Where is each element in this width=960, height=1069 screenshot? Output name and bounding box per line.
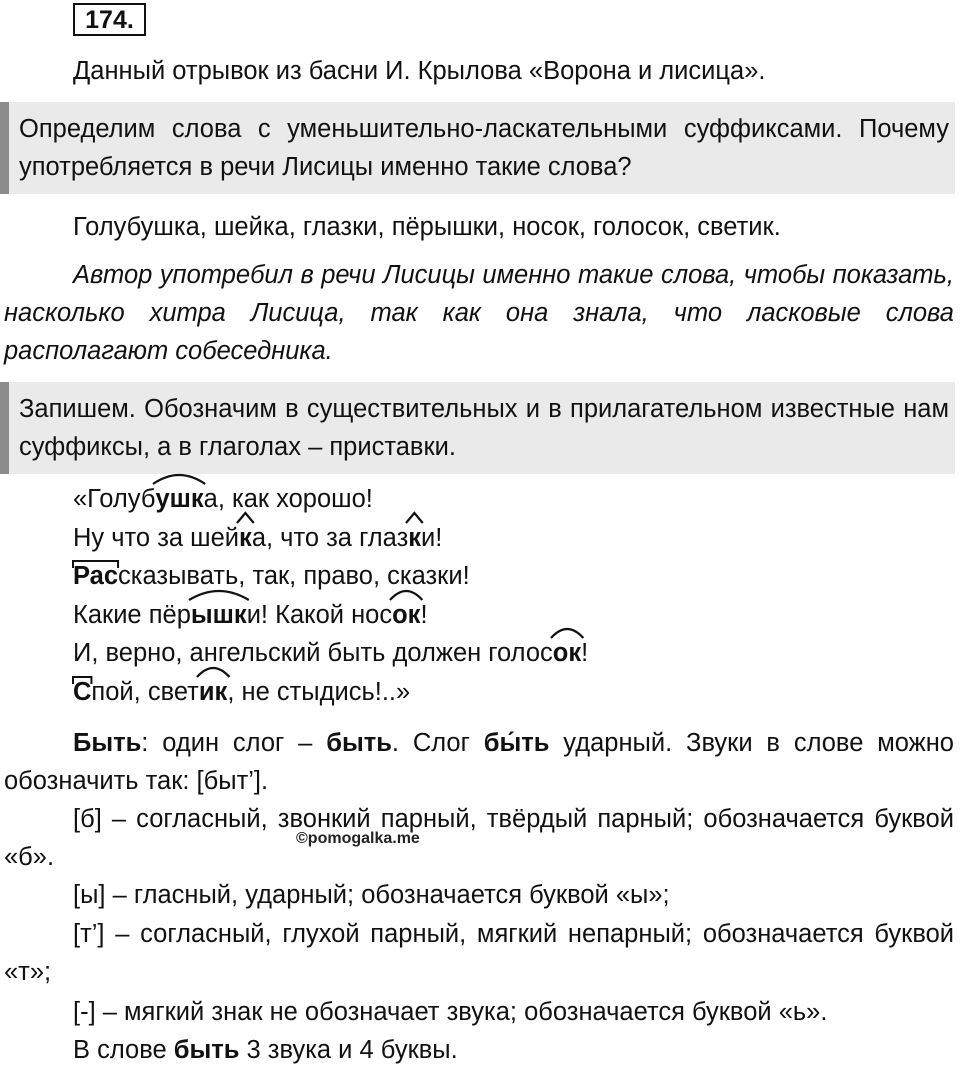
task-box-2 (0, 382, 955, 474)
poem-text: и! Какой нос (246, 600, 393, 629)
analysis-paragraph-6: В слове быть 3 звука и 4 буквы. (73, 1036, 458, 1064)
prefix-bracket-icon (73, 676, 91, 684)
suffix-arc-icon (153, 474, 205, 484)
poem-text: Ну что за шей (73, 523, 240, 552)
poem-text: пой, свет (91, 677, 199, 706)
task-box-1 (0, 102, 955, 194)
poem-text: а, что за глаз (251, 523, 409, 552)
poem-text: И, верно, ангельский быть должен голос (73, 639, 553, 667)
poem-line-3 (73, 557, 773, 596)
analysis-paragraph-2: [б] – согласный, звонкий парный, твёрдый парный; обозначается буквой «б». (4, 805, 954, 871)
poem-text: и! (421, 523, 443, 552)
poem-excerpt (73, 480, 773, 711)
suffix-mark: ок (553, 634, 581, 673)
poem-text: , не стыдись!..» (227, 677, 411, 706)
prefix-bracket-icon (73, 560, 118, 568)
suffix-caret-icon (237, 513, 254, 523)
poem-text: Какие пёр (73, 600, 191, 629)
poem-text: «Голуб (73, 485, 156, 513)
analysis-paragraph-5: [-] – мягкий знак не обозначает звука; обозначается буквой «ь». (73, 998, 828, 1026)
poem-text: ! (581, 639, 589, 667)
suffix-caret-icon (406, 513, 423, 523)
task-2-text: Запишем. Обозначим в существительных и в прилагательном известные нам суффиксы, а в глаголах – приставки. (19, 395, 949, 461)
poem-text: а, как хорошо! (203, 485, 373, 513)
suffix-mark: к (408, 519, 421, 558)
suffix-mark: к (239, 519, 252, 558)
poem-line-5 (73, 634, 773, 673)
suffix-arc-icon (390, 590, 422, 600)
poem-line-2 (73, 519, 773, 558)
suffix-arc-icon (189, 590, 249, 600)
suffix-arc-icon (551, 628, 583, 638)
explanation-text: Автор употребил в речи Лисицы именно такие слова, чтобы показать, насколько хитра Лисица, так как она знала, что ласковые слова располагают собеседника. (4, 261, 954, 365)
suffix-mark: ышк (191, 596, 247, 635)
poem-text: сказывать, так, право, сказки! (118, 562, 470, 590)
prefix-mark: Рас (73, 562, 119, 590)
prefix-mark: С (73, 677, 92, 706)
intro-text: Данный отрывок из басни И. Крылова «Ворона и лисица». (73, 57, 766, 85)
analysis-paragraph-3: [ы] – гласный, ударный; обозначается буквой «ы»; (73, 881, 670, 909)
words-list: Голубушка, шейка, глазки, пёрышки, носок, голосок, светик. (73, 213, 781, 241)
suffix-mark: ок (392, 596, 420, 635)
poem-text: ! (420, 600, 428, 629)
exercise-number: 174. (73, 3, 146, 36)
analysis-paragraph-4: [т’] – согласный, глухой парный, мягкий непарный; обозначается буквой «т»; (4, 920, 954, 986)
poem-line-4 (73, 596, 773, 635)
suffix-arc-icon (197, 667, 229, 677)
watermark: ©pomogalka.me (296, 830, 420, 847)
analysis-paragraph-1: Быть: один слог – быть. Слог бы́ть ударный. Звуки в слове можно обозначить так: [быт’]. (4, 729, 954, 795)
poem-line-6 (73, 673, 773, 712)
task-1-text: Определим слова с уменьшительно-ласкательными суффиксами. Почему употребляется в речи Лисицы именно такие слова? (19, 115, 949, 181)
suffix-mark: ушк (155, 480, 203, 519)
suffix-mark: ик (199, 673, 227, 712)
